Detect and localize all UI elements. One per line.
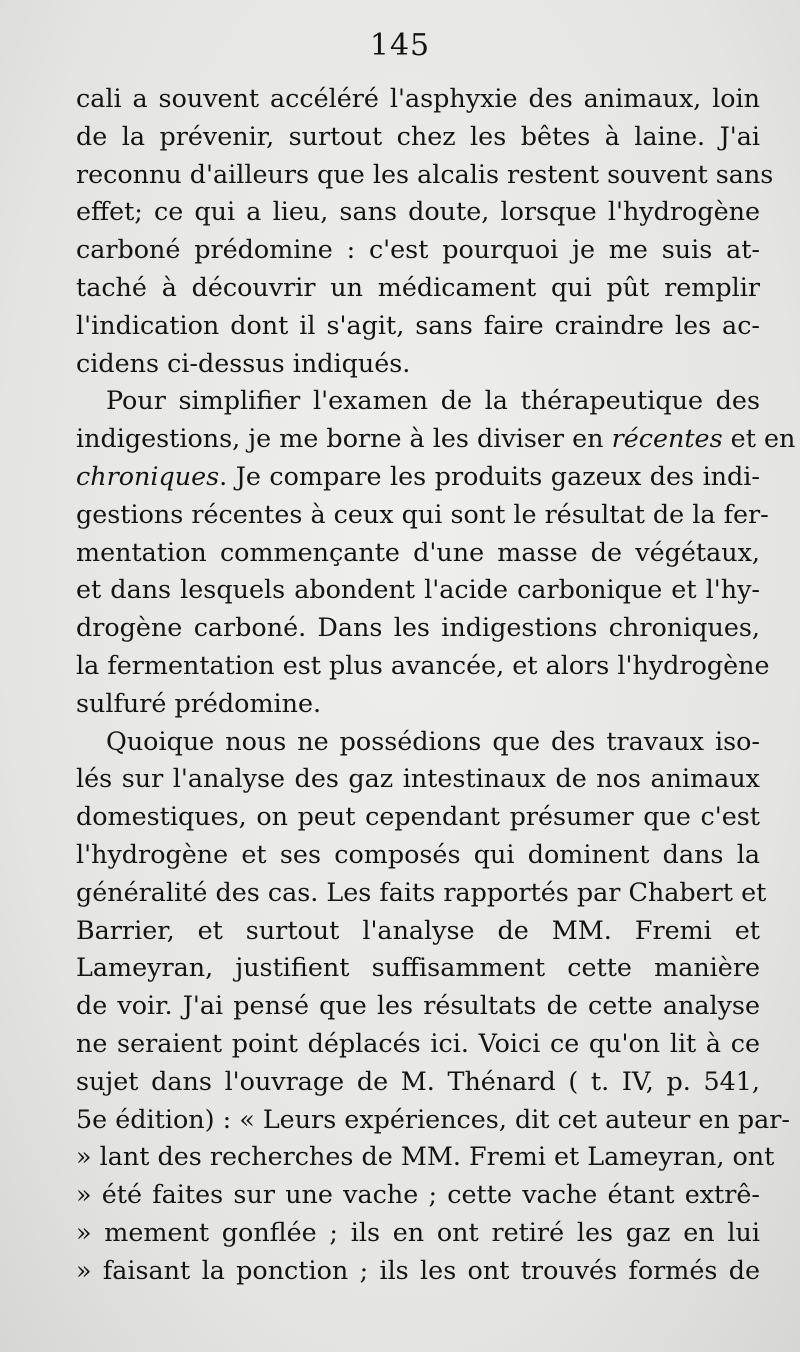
text-line: sulfuré prédomine. <box>76 687 322 718</box>
body-text <box>76 80 796 1290</box>
text-line: cali a souvent accéléré l'asphyxie des animaux, loin <box>76 83 760 113</box>
text-line: reconnu d'ailleurs que les alcalis restent souvent sans <box>76 158 774 189</box>
page-number: 145 <box>369 28 431 63</box>
italic-term: chroniques <box>76 460 220 491</box>
paragraph-3 <box>76 723 790 1290</box>
text-line <box>76 458 760 496</box>
text-line: la fermentation est plus avancée, et alors l'hydrogène <box>76 649 770 680</box>
text-line: l'hydrogène et ses composés qui dominent dans la <box>76 838 760 869</box>
text-segment: indigestions, je me borne à les diviser en <box>76 423 612 454</box>
text-line: Quoique nous ne possédions que des travaux iso- <box>106 725 760 756</box>
text-line: lés sur l'analyse des gaz intestinaux de nos animaux <box>76 763 760 794</box>
text-segment: . Je compare les produits gazeux des indi- <box>219 460 760 491</box>
text-line <box>76 420 796 458</box>
paragraph-2 <box>76 382 796 722</box>
text-line: carboné prédomine : c'est pourquoi je me suis at- <box>76 234 760 265</box>
text-line: gestions récentes à ceux qui sont le résultat de la fer- <box>76 498 769 529</box>
text-line: sujet dans l'ouvrage de M. Thénard ( t. IV, p. 541, <box>76 1065 760 1096</box>
text-line: » faisant la ponction ; ils les ont trouvés formés de <box>76 1254 760 1285</box>
paragraph-1 <box>76 80 774 382</box>
text-line: 5e édition) : « Leurs expériences, dit cet auteur en par- <box>76 1103 790 1134</box>
italic-term: récentes <box>611 423 723 454</box>
text-line: Lameyran, justifient suffisamment cette manière <box>76 952 760 983</box>
text-segment: et en <box>722 423 796 454</box>
text-line: ne seraient point déplacés ici. Voici ce qu'on lit à ce <box>76 1027 760 1058</box>
text-line: drogène carboné. Dans les indigestions chroniques, <box>76 612 760 643</box>
text-line: mentation commençante d'une masse de végétaux, <box>76 536 760 567</box>
text-line: de voir. J'ai pensé que les résultats de cette analyse <box>76 990 760 1021</box>
text-line: Barrier, et surtout l'analyse de MM. Fremi et <box>76 914 760 945</box>
text-line: et dans lesquels abondent l'acide carbonique et l'hy- <box>76 574 760 605</box>
text-line: cidens ci-dessus indiqués. <box>76 347 411 378</box>
text-line: taché à découvrir un médicament qui pût remplir <box>76 271 760 302</box>
text-line: effet; ce qui a lieu, sans doute, lorsque l'hydrogène <box>76 196 760 227</box>
text-line: domestiques, on peut cependant présumer que c'est <box>76 801 760 832</box>
text-line: Pour simplifier l'examen de la thérapeutique des <box>106 385 760 416</box>
text-line: » été faites sur une vache ; cette vache étant extrê- <box>76 1179 760 1210</box>
text-line: de la prévenir, surtout chez les bêtes à laine. J'ai <box>76 120 760 151</box>
text-line: généralité des cas. Les faits rapportés par Chabert et <box>76 876 767 907</box>
text-line: » lant des recherches de MM. Fremi et Lameyran, ont <box>76 1141 775 1172</box>
text-line: l'indication dont il s'agit, sans faire craindre les ac- <box>76 309 760 340</box>
text-line: » mement gonflée ; ils en ont retiré les gaz en lui <box>76 1216 760 1247</box>
